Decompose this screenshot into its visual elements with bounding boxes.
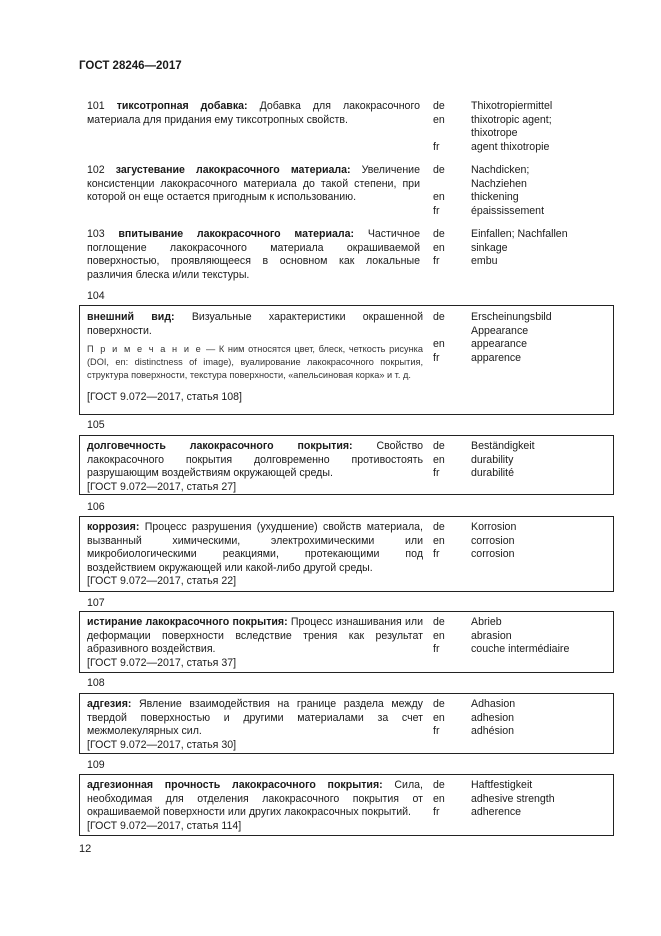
term-number: 101	[87, 100, 105, 112]
term-number: 103	[87, 228, 105, 240]
term-definition: Сила, необходимая для отделения лакокрасочного покрытия от окрашиваемой поверхности или других лакокрасочных покрытий.	[87, 779, 423, 819]
term-definition: Процесс изнашивания или деформации поверхности вследствие трения как результат абразивного воздействия.	[87, 616, 423, 656]
translations: Korrosion corrosion corrosion	[471, 521, 517, 561]
term-citation: [ГОСТ 9.072—2017, статья 114]	[87, 819, 242, 832]
term-title: адгезия:	[87, 698, 132, 710]
term-title: коррозия:	[87, 521, 140, 533]
language-codes: de en fr	[433, 100, 445, 153]
term-box-107	[79, 611, 614, 673]
term-definition: Процесс разрушения (ухудшение) свойств материала, вызванный химическими, электрохимическими или микробиологическими реакциями, протекающими под воздействием окружающей или какой-либо другой среды.	[87, 521, 423, 574]
term-number-107: 107	[87, 597, 105, 609]
translations: Abrieb abrasion couche intermédiaire	[471, 616, 570, 656]
term-number-108: 108	[87, 677, 105, 689]
translations: Adhasion adhesion adhésion	[471, 698, 516, 738]
language-codes: de en fr	[433, 311, 445, 364]
term-entry-101	[79, 100, 615, 156]
term-entry-102	[79, 164, 615, 220]
term-title: впитывание лакокрасочного материала:	[118, 228, 355, 240]
term-citation: [ГОСТ 9.072—2017, статья 22]	[87, 575, 237, 588]
term-title: истирание лакокрасочного покрытия:	[87, 616, 288, 628]
term-box-106	[79, 516, 614, 592]
language-codes: de en fr	[433, 440, 445, 480]
document-header: ГОСТ 28246—2017	[79, 60, 182, 72]
term-title: внешний вид:	[87, 311, 175, 323]
translations: Einfallen; Nachfallen sinkage embu	[471, 228, 568, 268]
term-entry-103	[79, 228, 615, 284]
language-codes: de en fr	[433, 698, 445, 738]
term-citation: [ГОСТ 9.072—2017, статья 27]	[87, 480, 237, 493]
term-title: загустевание лакокрасочного материала:	[115, 164, 351, 176]
term-definition: Явление взаимодействия на границе раздела между твердой поверхностью и другими материалами за счет межмолекулярных сил.	[87, 698, 423, 738]
term-number-104: 104	[87, 290, 105, 302]
term-definition: Частичное поглощение лакокрасочного материала окрашиваемой поверхностью, проявляющееся в основном как локальные различия блеска и/или текстуры.	[87, 228, 420, 281]
term-number-105: 105	[87, 419, 105, 431]
language-codes: de en fr	[433, 779, 445, 819]
language-codes: de en fr	[433, 164, 445, 217]
term-number-109: 109	[87, 759, 105, 771]
translations: Thixotropiermittel thixotropic agent; thixotrope agent thixotropie	[471, 100, 553, 153]
language-codes: de en fr	[433, 228, 445, 268]
term-citation: [ГОСТ 9.072—2017, статья 108]	[87, 390, 242, 403]
term-definition: Добавка для лакокрасочного материала для придания ему тиксотропных свойств.	[87, 100, 420, 126]
term-definition: Увеличение консистенции лакокрасочного материала до такой степени, при которой он еще остается пригодным к использованию.	[87, 164, 420, 204]
translations: Beständigkeit durability durabilité	[471, 440, 535, 480]
term-box-109	[79, 774, 614, 836]
term-box-104	[79, 305, 614, 415]
term-box-105	[79, 435, 614, 495]
term-citation: [ГОСТ 9.072—2017, статья 37]	[87, 656, 237, 669]
page-number: 12	[79, 843, 92, 855]
term-number: 102	[87, 164, 105, 176]
term-box-108	[79, 693, 614, 754]
term-title: долговечность лакокрасочного покрытия:	[87, 440, 353, 452]
term-number-106: 106	[87, 501, 105, 513]
term-definition: Визуальные характеристики окрашенной поверхности.	[87, 311, 423, 337]
term-title: тиксотропная добавка:	[116, 100, 248, 112]
language-codes: de en fr	[433, 616, 445, 656]
term-definition: Свойство лакокрасочного покрытия долговременно противостоять разрушающим воздействиям окружающей среды.	[87, 440, 423, 480]
translations: Erscheinungsbild Appearance appearance apparence	[471, 311, 552, 364]
language-codes: de en fr	[433, 521, 445, 561]
term-note: П р и м е ч а н и е — К ним относятся цвет, блеск, четкость рисунка (DOI, en: distinctness of image), вуалирование лакокрасочного покрытия, структура поверхности, текстура поверхности, «апельсиновая корка» и т. д.	[87, 344, 423, 380]
translations: Nachdicken; Nachziehen thickening épaississement	[471, 164, 545, 217]
translations: Haftfestigkeit adhesive strength adherence	[471, 779, 555, 819]
term-title: адгезионная прочность лакокрасочного покрытия:	[87, 779, 383, 791]
term-citation: [ГОСТ 9.072—2017, статья 30]	[87, 738, 237, 751]
